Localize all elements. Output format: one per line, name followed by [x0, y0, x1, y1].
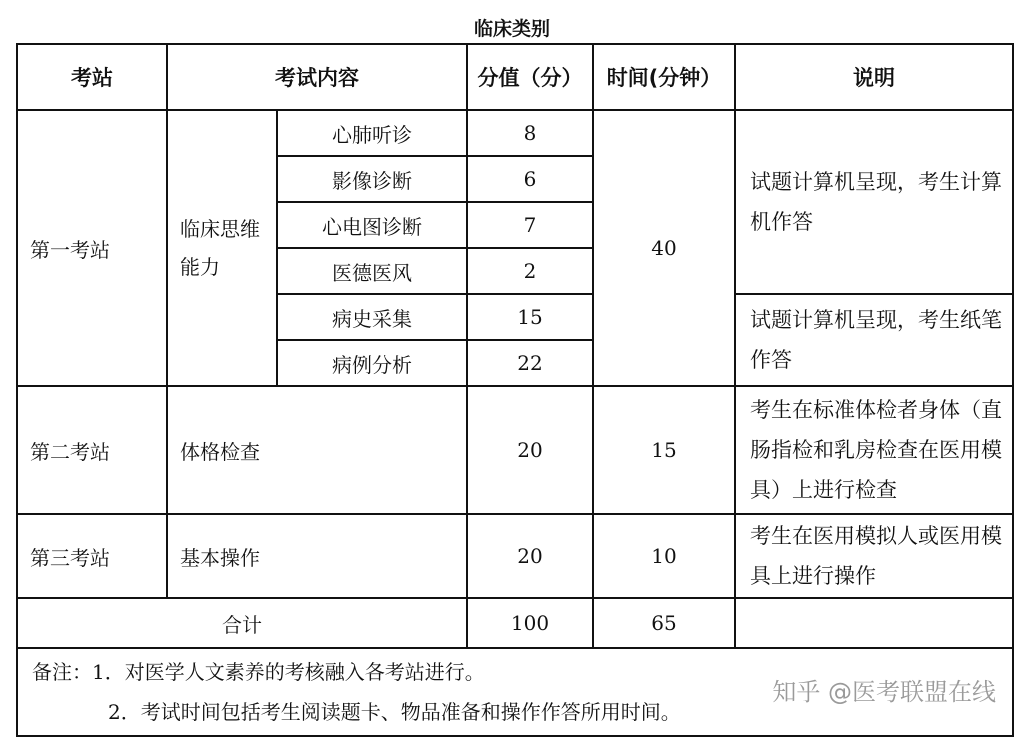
station1-item-name: 医德医风: [277, 248, 467, 294]
station3-score: 20: [467, 514, 593, 598]
header-row: [17, 44, 1013, 110]
total-note-empty: [735, 598, 1013, 648]
header-score: 分值（分）: [467, 44, 593, 110]
station1-item-name: 病例分析: [277, 340, 467, 386]
station1-item-score: 8: [467, 110, 593, 156]
station2-name: 第二考站: [17, 386, 167, 514]
station1-note-a: 试题计算机呈现，考生计算机作答: [735, 110, 1013, 294]
station1-item-score: 6: [467, 156, 593, 202]
header-station: 考站: [17, 44, 167, 110]
table-row: [17, 514, 1013, 598]
station1-name: 第一考站: [17, 110, 167, 386]
station3-time: 10: [593, 514, 735, 598]
station2-note: 考生在标准体检者身体（直肠指检和乳房检查在医用模具）上进行检查: [735, 386, 1013, 514]
station3-name: 第三考站: [17, 514, 167, 598]
station1-item-score: 7: [467, 202, 593, 248]
station1-item-score: 15: [467, 294, 593, 340]
station1-category: 临床思维能力: [167, 110, 277, 386]
total-score: 100: [467, 598, 593, 648]
station1-item-name: 影像诊断: [277, 156, 467, 202]
header-content: 考试内容: [167, 44, 467, 110]
remark-line-1: 备注：1．对医学人文素养的考核融入各考站进行。: [32, 660, 485, 684]
station3-content: 基本操作: [167, 514, 467, 598]
total-time: 65: [593, 598, 735, 648]
station1-item-score: 22: [467, 340, 593, 386]
table-row: [17, 110, 1013, 156]
station1-note-b: 试题计算机呈现，考生纸笔作答: [735, 294, 1013, 386]
station2-content: 体格检查: [167, 386, 467, 514]
station1-item-score: 2: [467, 248, 593, 294]
total-label: 合计: [17, 598, 467, 648]
station1-item-name: 心肺听诊: [277, 110, 467, 156]
station3-note: 考生在医用模拟人或医用模具上进行操作: [735, 514, 1013, 598]
station1-item-name: 心电图诊断: [277, 202, 467, 248]
remark-line-2: 2．考试时间包括考生阅读题卡、物品准备和操作作答所用时间。: [108, 700, 681, 724]
header-note: 说明: [735, 44, 1013, 110]
table-row: [17, 386, 1013, 514]
total-row: [17, 598, 1013, 648]
watermark: 知乎 @医考联盟在线: [772, 678, 996, 706]
header-time: 时间(分钟）: [593, 44, 735, 110]
station1-time: 40: [593, 110, 735, 386]
station2-score: 20: [467, 386, 593, 514]
station1-item-name: 病史采集: [277, 294, 467, 340]
station2-time: 15: [593, 386, 735, 514]
exam-table: [16, 43, 1014, 737]
table-title: 临床类别: [473, 18, 550, 40]
